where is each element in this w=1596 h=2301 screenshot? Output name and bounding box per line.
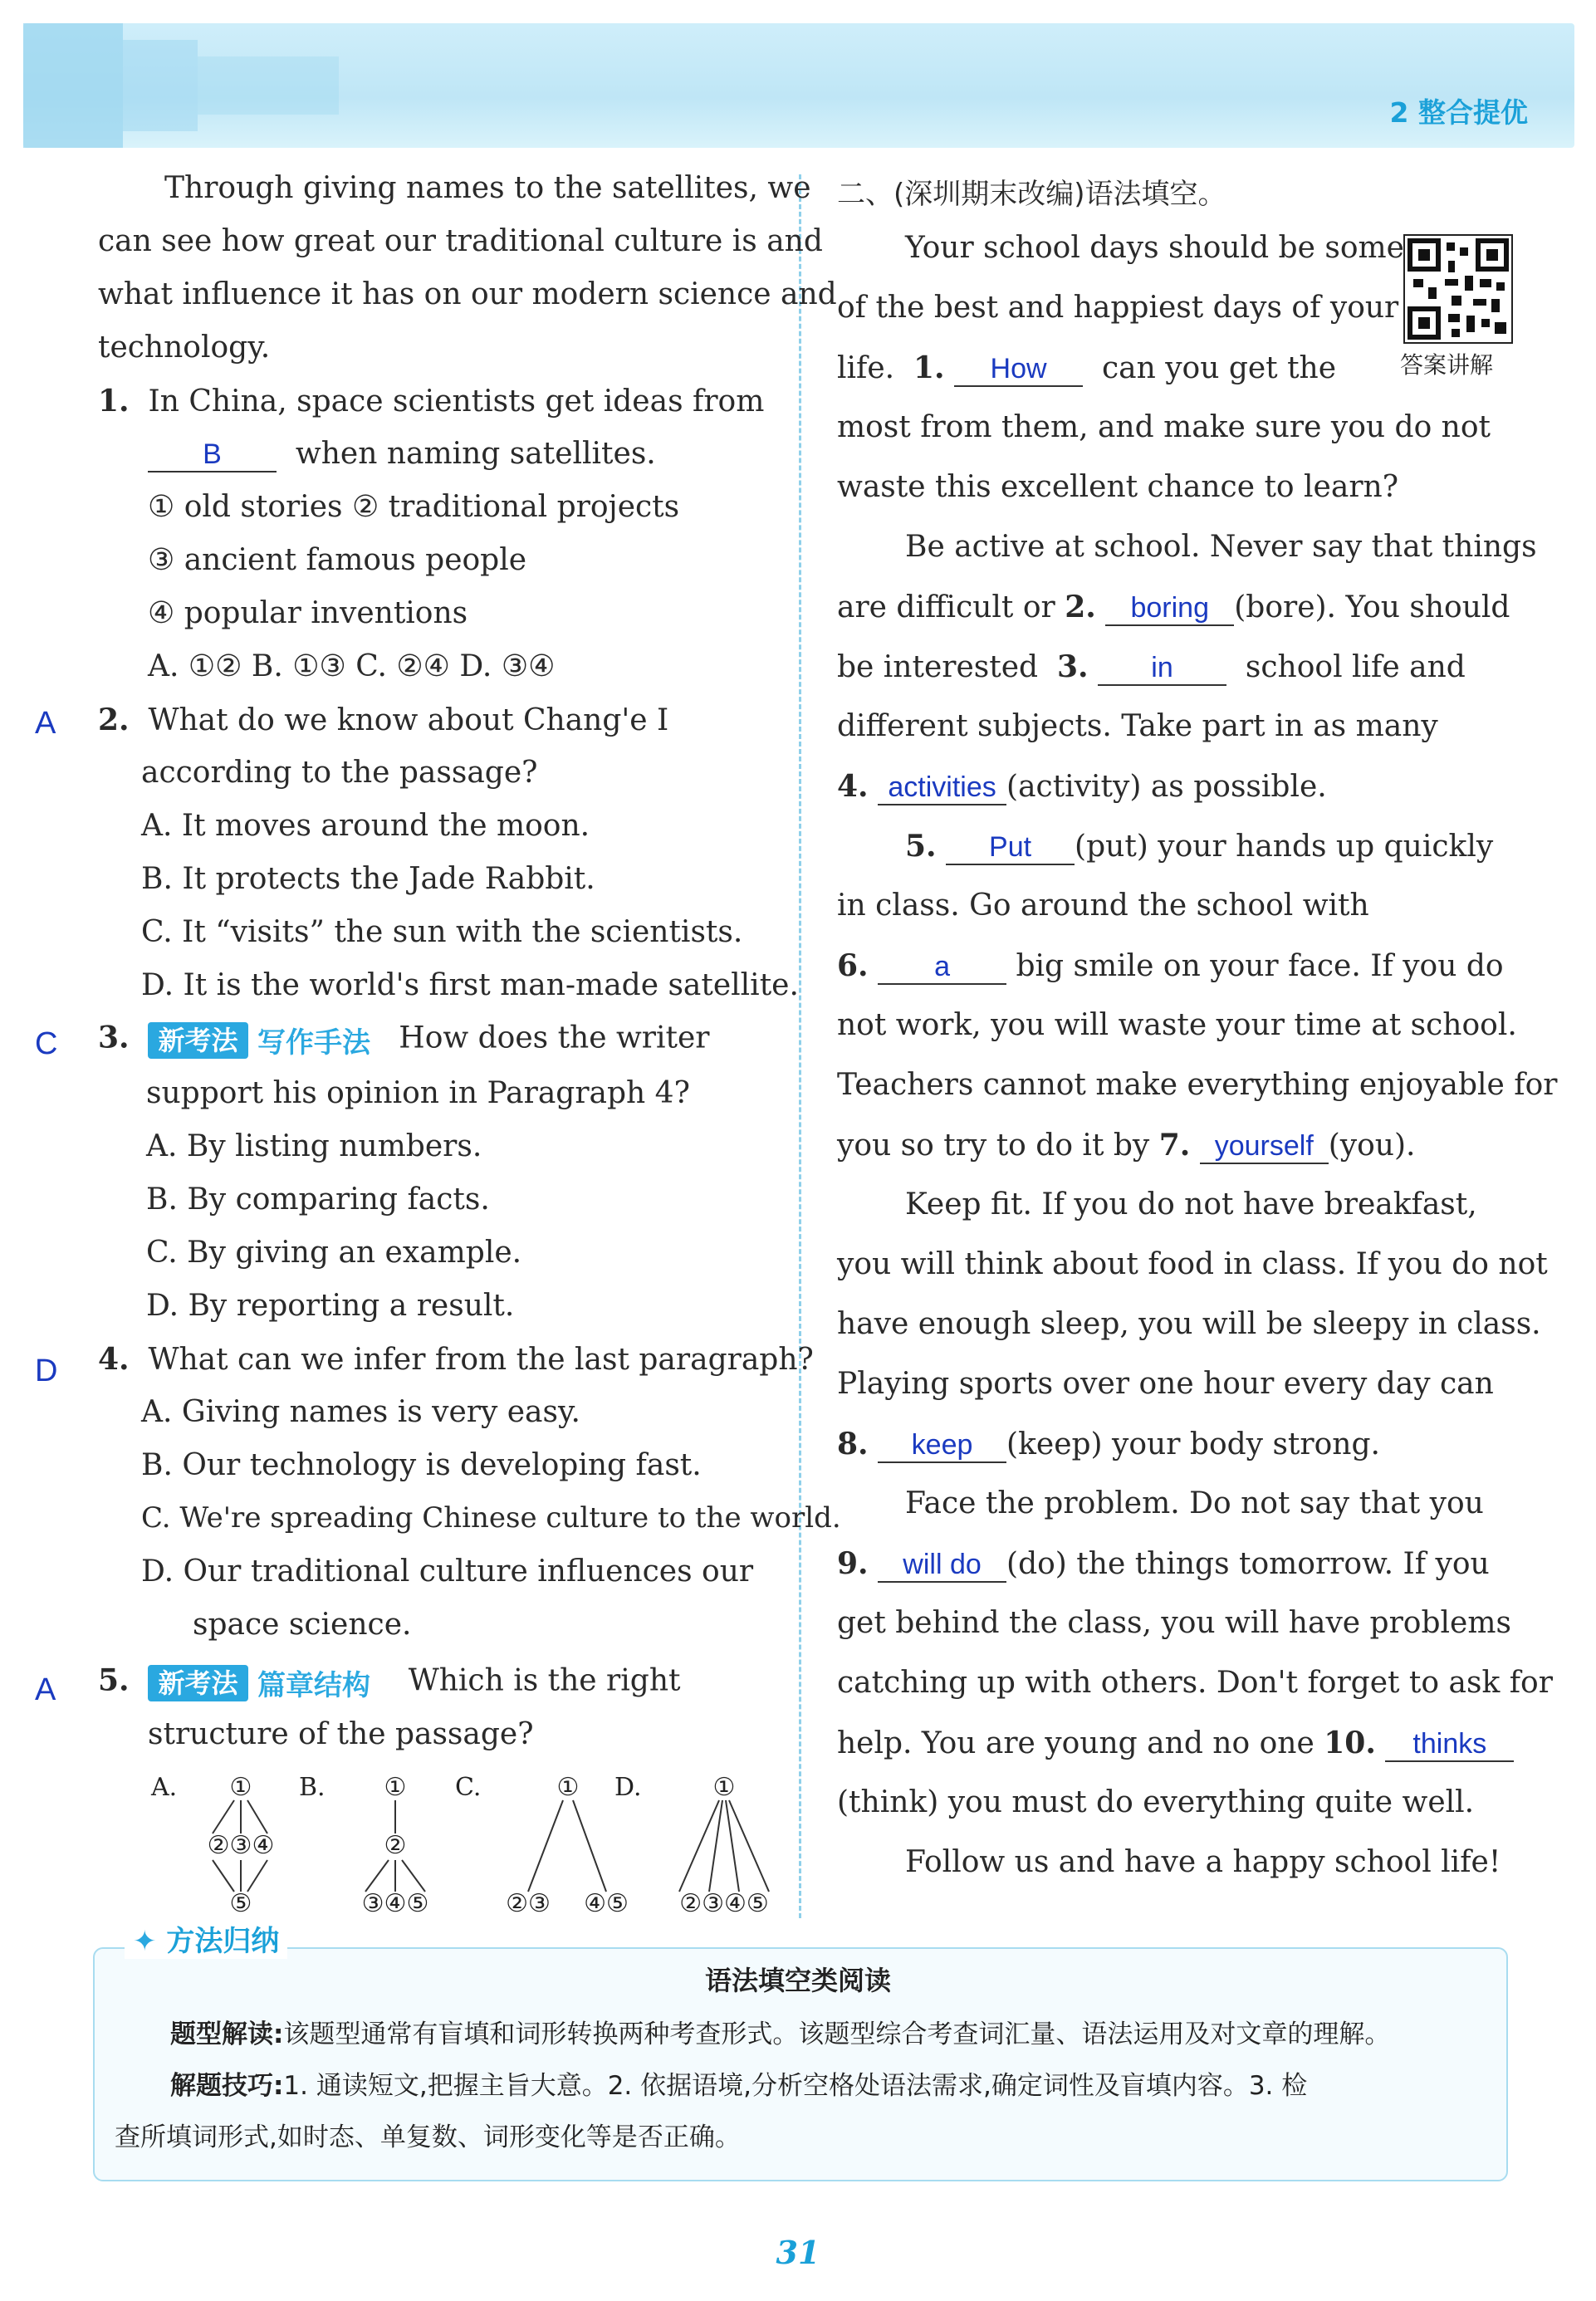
text: 该题型通常有盲填和词形转换两种考查形式。该题型综合考查词汇量、语法运用及对文章的理解。 — [283, 2019, 1391, 2049]
sparkle-icon: ✦ — [133, 1925, 157, 1958]
method-title: 语法填空类阅读 — [704, 1965, 891, 1996]
method-line-3: 查所填词形式,如时态、单复数、词形变化等是否正确。 — [115, 2122, 741, 2152]
option-label: B. — [299, 1773, 326, 1802]
blank-number: 3. — [1056, 649, 1089, 684]
question-stem: How does the writer — [399, 1021, 710, 1055]
blank-number: 10. — [1324, 1726, 1376, 1760]
blank-number: 8. — [837, 1427, 869, 1461]
passage-line: Keep fit. If you do not have breakfast, — [905, 1187, 1477, 1221]
text: are difficult or — [837, 590, 1055, 624]
text: (do) the things tomorrow. If you — [1006, 1547, 1490, 1581]
blank-5[interactable]: Put — [946, 830, 1075, 865]
option-b: B. It protects the Jade Rabbit. — [141, 862, 595, 896]
node: ① — [229, 1773, 252, 1802]
blank-number: 5. — [905, 829, 937, 864]
blank-number: 9. — [837, 1546, 869, 1581]
question-stem: Which is the right — [408, 1663, 681, 1698]
blank-3[interactable]: in — [1098, 651, 1226, 686]
answer-mark: A — [35, 706, 56, 741]
option-a: A. By listing numbers. — [146, 1129, 482, 1163]
blank-1[interactable]: How — [954, 352, 1083, 387]
header-decoration — [23, 23, 339, 148]
text: (you). — [1328, 1128, 1416, 1163]
blank-number: 2. — [1065, 590, 1096, 624]
option-b: B. Our technology is developing fast. — [141, 1448, 702, 1482]
label-text: 方法归纳 — [166, 1925, 280, 1958]
label: 解题技巧: — [170, 2071, 284, 2101]
option-line: ④ popular inventions — [148, 596, 468, 630]
passage-line — [837, 948, 1504, 985]
node: ① — [712, 1773, 736, 1802]
option-d-cont: space science. — [193, 1608, 412, 1642]
text: (put) your hands up quickly — [1075, 830, 1494, 864]
blank-number: 1. — [913, 350, 945, 385]
passage-line — [837, 769, 1327, 805]
passage-line: not work, you will waste your time at school. — [837, 1008, 1517, 1042]
option-c: C. It “visits” the sun with the scientists. — [141, 915, 743, 949]
question-stem: What can we infer from the last paragraph? — [148, 1343, 814, 1377]
qr-code-pattern — [1405, 236, 1511, 342]
passage-line — [905, 829, 1493, 865]
node: ① — [384, 1773, 407, 1802]
passage-line — [837, 1726, 1514, 1762]
option-line: ③ ancient famous people — [148, 543, 527, 577]
passage-line: most from them, and make sure you do not — [837, 410, 1491, 444]
passage-line: you will think about food in class. If you do not — [837, 1247, 1548, 1281]
blank-4[interactable]: activities — [878, 771, 1006, 805]
answer-mark: D — [35, 1354, 58, 1388]
node-group: ②③④⑤ — [679, 1889, 769, 1918]
passage-line — [837, 1427, 1380, 1463]
option-label: C. — [455, 1773, 482, 1802]
question-stem: In China, space scientists get ideas from — [148, 384, 765, 419]
option-c: C. We're spreading Chinese culture to the world. — [141, 1501, 841, 1535]
passage-line — [837, 350, 1336, 387]
blank-9[interactable]: will do — [878, 1548, 1006, 1583]
question-1-line2 — [148, 437, 656, 472]
blank-10[interactable]: thinks — [1385, 1727, 1514, 1762]
structure-option-b[interactable] — [299, 1773, 428, 1918]
passage-line: catching up with others. Don't forget to ask for — [837, 1666, 1553, 1700]
tag-topic: 篇章结构 — [257, 1669, 370, 1702]
question-5 — [98, 1662, 680, 1703]
label: 题型解读: — [170, 2019, 284, 2049]
answer-blank[interactable]: B — [148, 438, 277, 472]
node: ① — [556, 1773, 580, 1802]
option-line: ① old stories ② traditional projects — [148, 490, 680, 524]
question-number: 5. — [98, 1662, 130, 1698]
method-line-2 — [170, 2064, 1307, 2102]
question-number: 2. — [98, 703, 130, 737]
question-number: 3. — [98, 1020, 130, 1055]
text: school life and — [1245, 650, 1466, 684]
text: 1. 通读短文,把握主旨大意。2. 依据语境,分析空格处语法需求,确定词性及盲填内容。3. 检 — [283, 2071, 1308, 2101]
node-group: ②③④ — [207, 1831, 275, 1860]
answer-mark: C — [35, 1026, 58, 1061]
node: ⑤ — [229, 1889, 252, 1918]
node-group: ②③ — [506, 1889, 551, 1918]
structure-option-a[interactable] — [150, 1773, 274, 1918]
structure-option-c[interactable] — [455, 1773, 629, 1918]
section-title: 2 整合提优 — [1389, 96, 1528, 129]
passage-line: Face the problem. Do not say that you — [905, 1486, 1484, 1520]
passage-line: waste this excellent chance to learn? — [837, 470, 1399, 504]
intro-line: can see how great our traditional culture is and — [98, 224, 823, 258]
option-d: D. Our traditional culture influences our — [141, 1554, 754, 1589]
text: you so try to do it by — [837, 1128, 1150, 1163]
text: help. You are young and no one — [837, 1726, 1314, 1760]
text: be interested — [837, 650, 1039, 684]
page-number: 31 — [776, 2234, 820, 2271]
option-label: A. — [151, 1773, 178, 1802]
option-label: D. — [614, 1773, 642, 1802]
passage-line: Your school days should be some — [905, 231, 1404, 265]
question-1 — [98, 384, 764, 419]
text: can you get the — [1101, 351, 1337, 385]
passage-line: Teachers cannot make everything enjoyable for — [837, 1068, 1558, 1102]
passage-line: (think) you must do everything quite well. — [837, 1785, 1475, 1819]
blank-number: 7. — [1158, 1128, 1191, 1163]
qr-code[interactable] — [1403, 234, 1513, 344]
text: (activity) as possible. — [1006, 770, 1327, 804]
passage-line: Playing sports over one hour every day can — [837, 1367, 1494, 1401]
question-number: 4. — [98, 1342, 130, 1377]
passage-line: have enough sleep, you will be sleepy in class. — [837, 1307, 1541, 1341]
text: life. — [837, 351, 895, 385]
structure-diagrams — [141, 1760, 797, 1926]
blank-7[interactable]: yourself — [1200, 1129, 1329, 1164]
answer-mark: A — [35, 1672, 56, 1707]
option-a: A. Giving names is very easy. — [141, 1395, 580, 1429]
question-stem: according to the passage? — [141, 756, 538, 790]
intro-line: what influence it has on our modern science and — [98, 277, 837, 311]
text: (keep) your body strong. — [1006, 1427, 1380, 1461]
choices-line: A. ①② B. ①③ C. ②④ D. ③④ — [148, 649, 556, 683]
blank-number: 6. — [837, 948, 869, 983]
blank-6[interactable]: a — [878, 950, 1006, 985]
text: (bore). You should — [1234, 590, 1510, 624]
option-d: D. It is the world's first man-made satellite. — [141, 968, 799, 1002]
option-c: C. By giving an example. — [146, 1236, 522, 1270]
passage-line: get behind the class, you will have problems — [837, 1606, 1511, 1640]
method-line-1 — [170, 2013, 1390, 2050]
node: ② — [384, 1831, 407, 1860]
exercise-heading: 二、(深圳期末改编)语法填空。 — [837, 178, 1226, 211]
text: big smile on your face. If you do — [1016, 949, 1504, 983]
header-banner — [23, 23, 1574, 148]
blank-number: 4. — [837, 769, 869, 804]
option-b: B. By comparing facts. — [146, 1182, 490, 1217]
new-method-tag: 新考法 — [148, 1665, 247, 1701]
passage-line — [837, 1128, 1415, 1164]
method-summary-label — [125, 1918, 287, 1959]
node-group: ④⑤ — [584, 1889, 629, 1918]
passage-line: Be active at school. Never say that things — [905, 530, 1537, 564]
node-group: ③④⑤ — [361, 1889, 429, 1918]
column-divider — [799, 174, 801, 1918]
question-2 — [98, 703, 668, 737]
intro-line: Through giving names to the satellites, we — [164, 171, 811, 205]
passage-line — [837, 1546, 1490, 1583]
tag-topic: 写作手法 — [257, 1026, 370, 1060]
question-stem: support his opinion in Paragraph 4? — [146, 1076, 690, 1110]
passage-line — [837, 649, 1466, 686]
structure-option-d[interactable] — [614, 1773, 769, 1918]
question-number: 1. — [98, 384, 130, 419]
question-4 — [98, 1342, 814, 1377]
option-d: D. By reporting a result. — [146, 1289, 515, 1323]
new-method-tag: 新考法 — [148, 1022, 247, 1059]
passage-line — [837, 590, 1510, 626]
qr-label: 答案讲解 — [1400, 351, 1494, 379]
passage-line: of the best and happiest days of your — [837, 291, 1399, 325]
blank-2[interactable]: boring — [1105, 591, 1234, 626]
question-3 — [98, 1020, 709, 1060]
blank-8[interactable]: keep — [878, 1428, 1006, 1463]
question-stem: structure of the passage? — [148, 1717, 534, 1751]
passage-line: different subjects. Take part in as many — [837, 709, 1438, 743]
passage-line: in class. Go around the school with — [837, 889, 1369, 923]
question-stem: What do we know about Chang'e Ⅰ — [148, 703, 669, 737]
intro-line: technology. — [98, 330, 271, 365]
passage-line: Follow us and have a happy school life! — [905, 1845, 1501, 1879]
option-a: A. It moves around the moon. — [141, 809, 590, 843]
question-stem: when naming satellites. — [295, 437, 656, 471]
